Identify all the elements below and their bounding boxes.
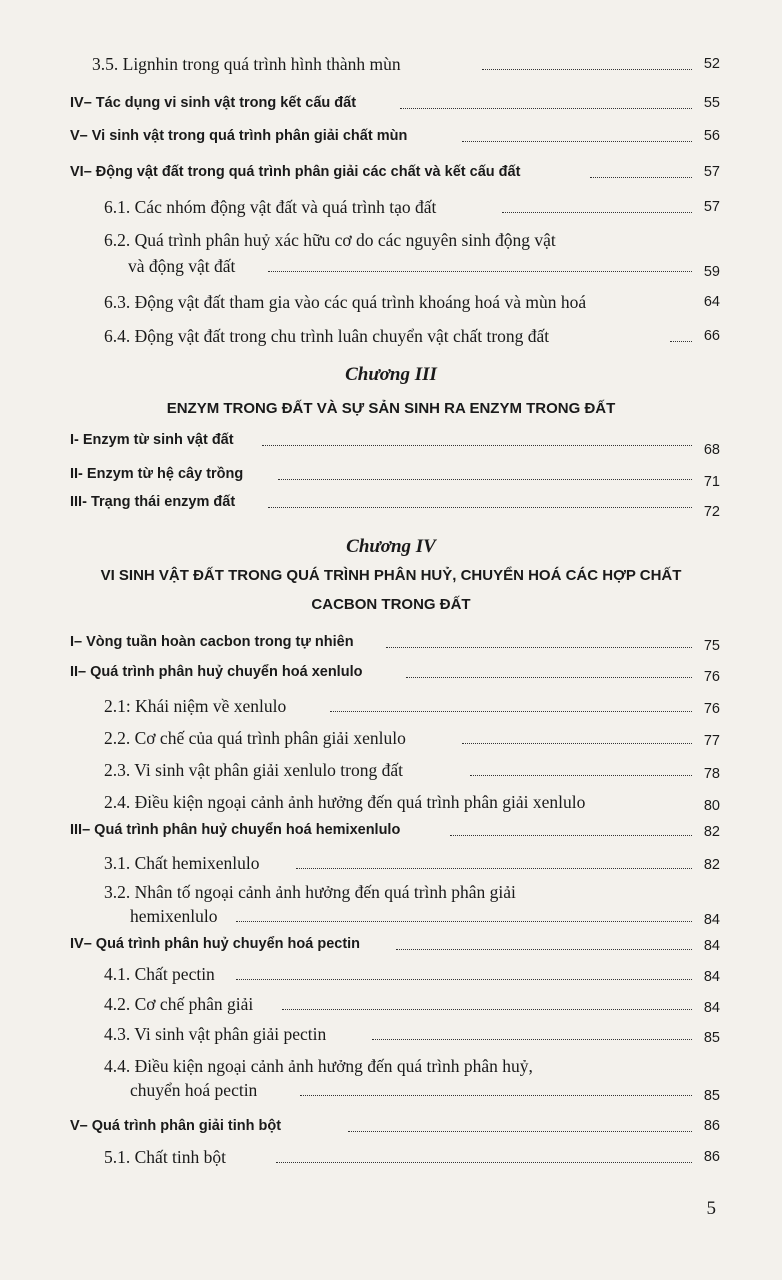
toc-entry-page: 80 bbox=[703, 798, 720, 814]
toc-entry-text: 4.4. Điều kiện ngoại cảnh ảnh hưởng đến quá trình phân huỷ, bbox=[104, 1056, 533, 1076]
toc-entry-text: 3.1. Chất hemixenlulo bbox=[104, 853, 260, 873]
toc-entry bbox=[0, 1022, 782, 1046]
toc-entry bbox=[0, 324, 782, 348]
toc-entry-page: 84 bbox=[703, 938, 720, 954]
leader-dots bbox=[236, 979, 692, 980]
toc-entry bbox=[0, 160, 782, 184]
leader-dots bbox=[386, 647, 692, 648]
toc-entry-page: 86 bbox=[703, 1149, 720, 1165]
toc-entry-page: 71 bbox=[703, 474, 720, 490]
toc-entry-text: VI– Động vật đất trong quá trình phân giải các chất và kết cấu đất bbox=[70, 164, 521, 180]
toc-entry bbox=[0, 462, 782, 490]
toc-entry-text: IV– Quá trình phân huỷ chuyển hoá pectin bbox=[70, 936, 361, 952]
toc-entry bbox=[0, 962, 782, 986]
toc-entry bbox=[0, 790, 782, 814]
leader-dots bbox=[462, 141, 692, 142]
leader-dots bbox=[590, 177, 692, 178]
toc-entry-page: 86 bbox=[703, 1118, 720, 1134]
leader-dots bbox=[276, 1162, 692, 1163]
toc-entry-page: 78 bbox=[703, 766, 720, 782]
toc-entry-page: 57 bbox=[703, 164, 720, 180]
page-number: 5 bbox=[706, 1198, 716, 1219]
toc-entry bbox=[0, 1145, 782, 1169]
leader-dots bbox=[236, 921, 692, 922]
toc-entry-text: 6.2. Quá trình phân huỷ xác hữu cơ do các nguyên sinh động vật bbox=[104, 230, 556, 250]
toc-entry-text: chuyển hoá pectin bbox=[130, 1080, 258, 1100]
toc-entry-page: 84 bbox=[703, 969, 720, 985]
toc-entry-text: 6.3. Động vật đất tham gia vào các quá trình khoáng hoá và mùn hoá bbox=[104, 292, 587, 312]
toc-entry-text: 2.3. Vi sinh vật phân giải xenlulo trong đất bbox=[104, 760, 404, 780]
toc-entry-page: 85 bbox=[703, 1088, 720, 1104]
toc-entry bbox=[0, 851, 782, 875]
toc-entry bbox=[0, 195, 782, 219]
toc-entry-page: 59 bbox=[703, 264, 720, 280]
toc-entry bbox=[0, 992, 782, 1016]
toc-entry-text: 2.4. Điều kiện ngoại cảnh ảnh hưởng đến quá trình phân giải xenlulo bbox=[104, 792, 586, 812]
toc-entry-page: 64 bbox=[703, 294, 720, 310]
leader-dots bbox=[400, 108, 692, 109]
toc-entry bbox=[0, 91, 782, 115]
toc-entry-page: 84 bbox=[703, 912, 720, 928]
toc-entry-page: 77 bbox=[703, 733, 720, 749]
leader-dots bbox=[262, 445, 692, 446]
leader-dots bbox=[268, 271, 692, 272]
toc-entry bbox=[0, 904, 782, 928]
toc-entry-page: 85 bbox=[703, 1030, 720, 1046]
chapter-subtitle: VI SINH VẬT ĐẤT TRONG QUÁ TRÌNH PHÂN HUỶ, CHUYỂN HOÁ CÁC HỢP CHẤT bbox=[100, 567, 682, 584]
leader-dots bbox=[348, 1131, 692, 1132]
toc-entry-text: 4.1. Chất pectin bbox=[104, 964, 215, 984]
toc-entry-page: 55 bbox=[703, 95, 720, 111]
toc-entry-text: III- Trạng thái enzym đất bbox=[70, 494, 236, 510]
leader-dots bbox=[330, 711, 692, 712]
leader-dots bbox=[450, 835, 692, 836]
toc-entry-text: 6.1. Các nhóm động vật đất và quá trình tạo đất bbox=[104, 197, 437, 217]
leader-dots bbox=[396, 949, 692, 950]
chapter-subtitle: CACBON TRONG ĐẤT bbox=[311, 596, 471, 613]
toc-entry bbox=[0, 290, 782, 314]
toc-entry bbox=[0, 932, 782, 956]
chapter-title: Chương IV bbox=[346, 536, 436, 557]
toc-entry bbox=[0, 1114, 782, 1138]
leader-dots bbox=[470, 775, 692, 776]
toc-entry-text: I- Enzym từ sinh vật đất bbox=[70, 432, 234, 448]
toc-entry bbox=[0, 694, 782, 718]
toc-entry bbox=[0, 52, 782, 76]
toc-entry-page: 72 bbox=[703, 504, 720, 520]
toc-entry-text: V– Vi sinh vật trong quá trình phân giải chất mùn bbox=[70, 128, 408, 144]
leader-dots bbox=[406, 677, 692, 678]
leader-dots bbox=[296, 868, 692, 869]
leader-dots bbox=[300, 1095, 692, 1096]
toc-entry bbox=[0, 630, 782, 654]
leader-dots bbox=[278, 479, 692, 480]
toc-entry bbox=[0, 726, 782, 750]
toc-entry-text: III– Quá trình phân huỷ chuyển hoá hemixenlulo bbox=[70, 822, 401, 838]
chapter-subtitle: ENZYM TRONG ĐẤT VÀ SỰ SẢN SINH RA ENZYM TRONG ĐẤT bbox=[166, 400, 616, 417]
toc-entry-page: 57 bbox=[703, 199, 720, 215]
toc-entry-text: II– Quá trình phân huỷ chuyển hoá xenlulo bbox=[70, 664, 363, 680]
leader-dots bbox=[502, 212, 692, 213]
toc-entry-text: II- Enzym từ hệ cây trồng bbox=[70, 466, 244, 482]
toc-entry bbox=[0, 818, 782, 842]
toc-entry bbox=[0, 228, 782, 252]
leader-dots bbox=[268, 507, 692, 508]
toc-entry bbox=[0, 1078, 782, 1102]
toc-entry-page: 56 bbox=[703, 128, 720, 144]
toc-entry bbox=[0, 758, 782, 782]
toc-entry-text: V– Quá trình phân giải tinh bột bbox=[70, 1118, 282, 1134]
toc-entry bbox=[0, 490, 782, 520]
toc-entry bbox=[0, 124, 782, 148]
toc-entry-page: 82 bbox=[703, 857, 720, 873]
toc-entry-page: 68 bbox=[703, 442, 720, 458]
toc-entry-page: 76 bbox=[703, 701, 720, 717]
toc-entry bbox=[0, 428, 782, 458]
leader-dots bbox=[372, 1039, 692, 1040]
toc-entry-text: 4.2. Cơ chế phân giải bbox=[104, 994, 254, 1014]
leader-dots bbox=[462, 743, 692, 744]
toc-entry-text: 3.5. Lignhin trong quá trình hình thành mùn bbox=[92, 54, 401, 74]
toc-entry bbox=[0, 660, 782, 684]
chapter-title: Chương III bbox=[345, 364, 437, 385]
toc-entry-text: hemixenlulo bbox=[130, 906, 218, 926]
toc-entry-page: 52 bbox=[703, 56, 720, 72]
toc-entry-text: 5.1. Chất tinh bột bbox=[104, 1147, 227, 1167]
toc-entry bbox=[0, 1054, 782, 1078]
toc-entry-text: 6.4. Động vật đất trong chu trình luân chuyển vật chất trong đất bbox=[104, 326, 550, 346]
toc-entry-text: 2.2. Cơ chế của quá trình phân giải xenlulo bbox=[104, 728, 406, 748]
toc-entry-text: I– Vòng tuần hoàn cacbon trong tự nhiên bbox=[70, 634, 354, 650]
toc-entry-text: 4.3. Vi sinh vật phân giải pectin bbox=[104, 1024, 327, 1044]
toc-entry-text: 2.1: Khái niệm về xenlulo bbox=[104, 696, 287, 716]
toc-entry-text: và động vật đất bbox=[128, 256, 236, 276]
toc-entry-text: 3.2. Nhân tố ngoại cảnh ảnh hưởng đến quá trình phân giải bbox=[104, 882, 516, 902]
toc-entry-page: 84 bbox=[703, 1000, 720, 1016]
toc-entry-page: 76 bbox=[703, 669, 720, 685]
toc-entry-page: 82 bbox=[703, 824, 720, 840]
toc-entry-page: 75 bbox=[703, 638, 720, 654]
toc-entry-page: 66 bbox=[703, 328, 720, 344]
toc-entry bbox=[0, 880, 782, 904]
leader-dots bbox=[282, 1009, 692, 1010]
toc-entry-text: IV– Tác dụng vi sinh vật trong kết cấu đất bbox=[70, 95, 357, 111]
leader-dots bbox=[482, 69, 692, 70]
toc-entry bbox=[0, 254, 782, 278]
